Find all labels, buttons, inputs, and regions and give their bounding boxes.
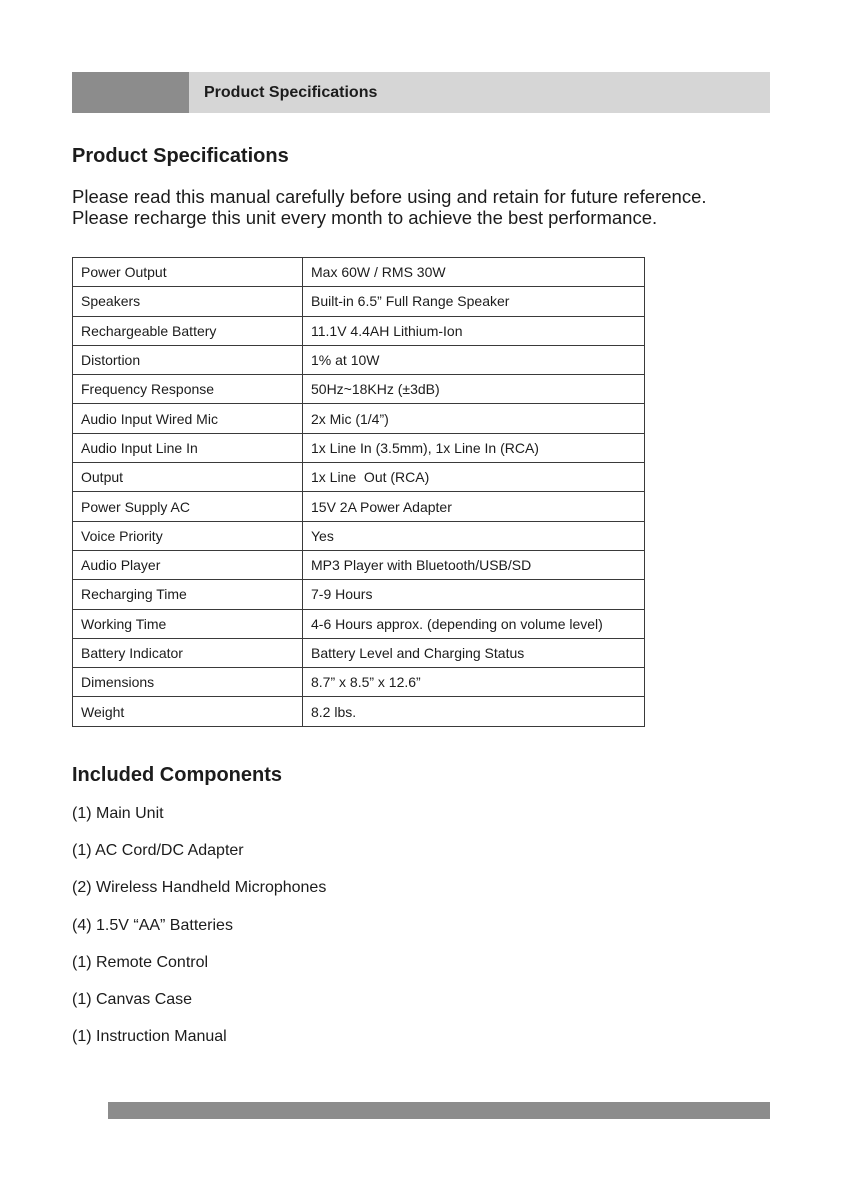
spec-label: Distortion <box>73 345 303 374</box>
spec-label: Speakers <box>73 287 303 316</box>
intro-line: Please recharge this unit every month to achieve the best performance. <box>72 207 658 228</box>
header-tab-block <box>72 72 189 113</box>
spec-label: Output <box>73 463 303 492</box>
spec-value: 15V 2A Power Adapter <box>303 492 645 521</box>
spec-value: 1% at 10W <box>303 345 645 374</box>
list-item: (1) Instruction Manual <box>72 1028 227 1046</box>
table-row <box>73 697 645 726</box>
table-row <box>73 638 645 667</box>
intro-text <box>72 186 707 228</box>
spec-value: 8.2 lbs. <box>303 697 645 726</box>
specs-table <box>72 257 645 727</box>
spec-value: 11.1V 4.4AH Lithium-Ion <box>303 316 645 345</box>
spec-label: Working Time <box>73 609 303 638</box>
spec-label: Voice Priority <box>73 521 303 550</box>
intro-line: Please read this manual carefully before using and retain for future reference. <box>72 186 707 207</box>
spec-label: Audio Input Wired Mic <box>73 404 303 433</box>
list-item: (1) Remote Control <box>72 953 209 971</box>
table-row <box>73 521 645 550</box>
list-item: (2) Wireless Handheld Microphones <box>72 879 327 897</box>
table-row <box>73 258 645 287</box>
spec-value: 50Hz~18KHz (±3dB) <box>303 375 645 404</box>
list-item: (1) AC Cord/DC Adapter <box>72 842 244 860</box>
table-row <box>73 287 645 316</box>
list-item: (1) Canvas Case <box>72 990 193 1008</box>
spec-label: Dimensions <box>73 668 303 697</box>
table-row <box>73 433 645 462</box>
spec-value: 1x Line Out (RCA) <box>303 463 645 492</box>
specs-title: Product Specifications <box>72 145 289 167</box>
header-bar <box>72 72 770 113</box>
table-row <box>73 492 645 521</box>
spec-label: Weight <box>73 697 303 726</box>
spec-value: 1x Line In (3.5mm), 1x Line In (RCA) <box>303 433 645 462</box>
components-title: Included Components <box>72 764 282 786</box>
table-row <box>73 580 645 609</box>
table-row <box>73 316 645 345</box>
footer-bar <box>108 1102 770 1119</box>
spec-label: Audio Input Line In <box>73 433 303 462</box>
table-row <box>73 404 645 433</box>
table-row <box>73 550 645 579</box>
spec-label: Power Supply AC <box>73 492 303 521</box>
spec-value: 2x Mic (1/4”) <box>303 404 645 433</box>
table-row <box>73 375 645 404</box>
spec-value: MP3 Player with Bluetooth/USB/SD <box>303 550 645 579</box>
table-row <box>73 609 645 638</box>
spec-value: Built-in 6.5” Full Range Speaker <box>303 287 645 316</box>
spec-value: Max 60W / RMS 30W <box>303 258 645 287</box>
table-row <box>73 668 645 697</box>
spec-label: Power Output <box>73 258 303 287</box>
components-list <box>72 802 326 1062</box>
spec-label: Recharging Time <box>73 580 303 609</box>
spec-value: Battery Level and Charging Status <box>303 638 645 667</box>
list-item: (4) 1.5V “AA” Batteries <box>72 916 233 934</box>
table-row <box>73 345 645 374</box>
spec-label: Battery Indicator <box>73 638 303 667</box>
spec-label: Frequency Response <box>73 375 303 404</box>
spec-value: 8.7” x 8.5” x 12.6” <box>303 668 645 697</box>
header-title: Product Specifications <box>204 84 378 101</box>
spec-label: Rechargeable Battery <box>73 316 303 345</box>
spec-value: 7-9 Hours <box>303 580 645 609</box>
list-item: (1) Main Unit <box>72 805 164 822</box>
spec-value: Yes <box>303 521 645 550</box>
spec-value: 4-6 Hours approx. (depending on volume level) <box>303 609 645 638</box>
table-row <box>73 463 645 492</box>
spec-label: Audio Player <box>73 550 303 579</box>
